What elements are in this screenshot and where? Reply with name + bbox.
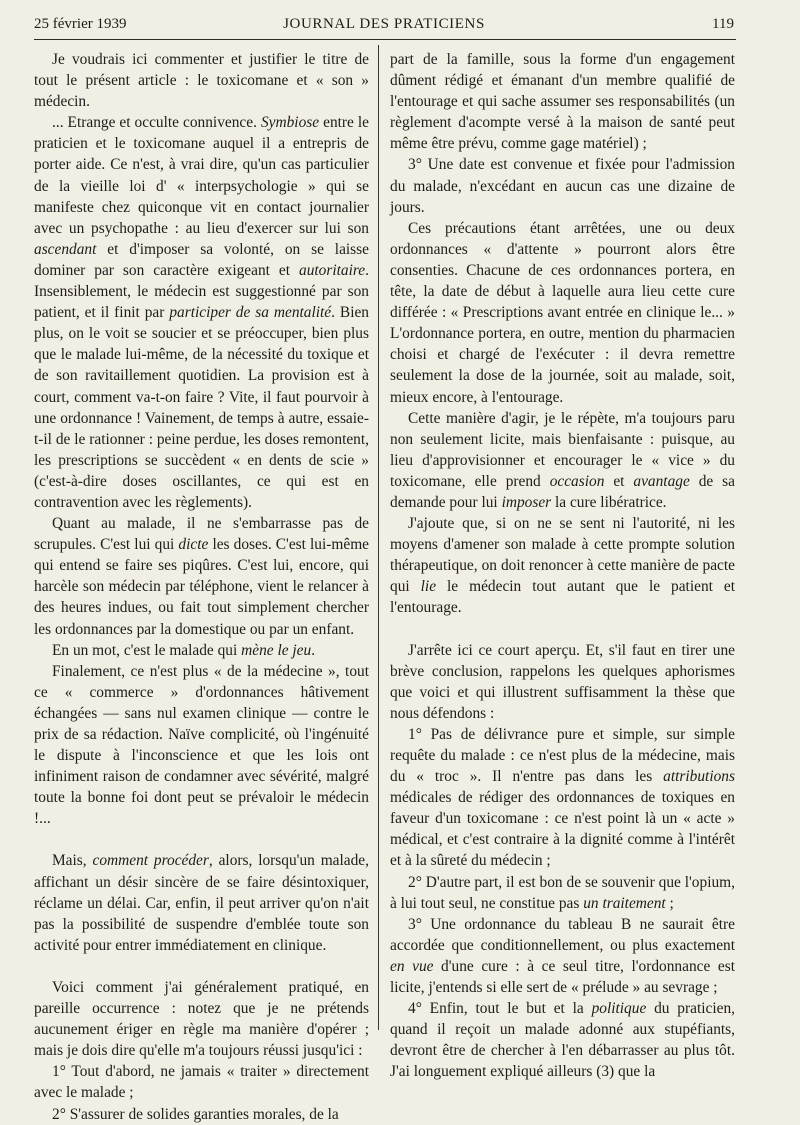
list-item: 4° Enfin, tout le but et la politique du praticien, quand il reçoit un malade adonné aux stupéfiants, devront être de chercher à l'en débarrasser au plus tôt. J'ai longuement expliqué ailleurs (3) que la: [390, 1000, 735, 1081]
section-break: [34, 829, 369, 850]
journal-title: JOURNAL DES PRATICIENS: [283, 16, 485, 32]
paragraph: ... Etrange et occulte connivence. Symbiose entre le praticien et le toxicomane auquel il a entrepris de porter aide. Ce n'est, à vrai dire, qu'un cas particulier de la vieille loi d' « interpsychologie » qui se manifeste chez quiconque vit en contact journalier avec un psychopathe : au lieu d'exercer sur lui son ascendant et d'imposer sa volonté, on se laisse dominer par son caractère exigeant et autoritaire. Insensiblement, le médecin est suggestionné par son patient, et il finit par participer de sa mentalité. Bien plus, on le voit se soucier et se préoccuper, bien plus que le malade lui-même, de la nécessité du toxique et de son ravitaillement quotidien. La provision est à court, comment va-t-on faire ? Vite, il faut pourvoir à une ordonnance ! Vainement, de temps à autre, essaie-t-il de le rationner : peine perdue, les doses remontent, les prescriptions se succèdent « en dents de scie » (c'est-à-dire doses oscillantes, ce qui est en contravention avec les règlements).: [34, 114, 369, 511]
paragraph: Voici comment j'ai généralement pratiqué, en pareille occurrence : notez que je ne prétends aucunement ériger en règle ma manière d'opérer ; mais je dois dire qu'elle m'a toujours réussi jusqu'ici :: [34, 978, 369, 1060]
paragraph: J'ajoute que, si on ne se sent ni l'autorité, ni les moyens d'amener son malade à cette prompte solution thérapeutique, on doit renoncer à cette manière de pacte qui lie le médecin tout autant que le patient et l'entourage.: [390, 515, 736, 617]
list-item: 1° Tout d'abord, ne jamais « traiter » directement avec le malade ;: [34, 1063, 369, 1102]
paragraph: Finalement, ce n'est plus « de la médecine », tout ce « commerce » d'ordonnances hâtivement échangées — sans nul examen clinique — contre le prix de sa rédaction. Naïve complicité, où l'ingénuité le dispute à l'inconscience et que les lois ont infiniment raison de condamner avec sévérité, malgré toute la bonne foi dont peut se prévaloir le médecin !...: [34, 662, 369, 828]
list-item: 1° Pas de délivrance pure et simple, sur simple requête du malade : ce n'est plus de la médecine, mais du « troc ». Il n'entre pas dans les attributions médicales de rédiger des ordonnances de toxiques en faveur d'un toxicomane : ce n'est point là un « acte » médical, et c'est contraire à la dignité comme à l'intérêt et à la sûreté du médecin ;: [390, 725, 735, 870]
running-header: [34, 10, 734, 36]
section-break: [34, 956, 369, 977]
right-column: [390, 49, 735, 1083]
paragraph: En un mot, c'est le malade qui mène le jeu.: [52, 641, 316, 659]
header-date: 25 février 1939: [34, 16, 127, 32]
column-divider: [378, 45, 379, 1030]
paragraph: Ces précautions étant arrêtées, une ou deux ordonnances « d'attente » pourront alors être consenties. Chacune de ces ordonnances portera, en tête, la date de début à laquelle aura lieu cette cure différée : « Prescriptions avant entrée en clinique le... » L'ordonnance portera, en outre, mention du pharmacien choisi et chargé de l'exécuter : il devra remettre seulement la dose de la journée, soit au malade, soit, mieux encore, à l'entourage.: [390, 219, 735, 406]
list-item: 3° Une date est convenue et fixée pour l'admission du malade, n'excédant en aucun cas une dizaine de jours.: [390, 156, 735, 216]
paragraph: Cette manière d'agir, je le répète, m'a toujours paru non seulement licite, mais bienfaisante : puisque, au lieu d'approvisionner et encourager le « vice » du toxicomane, elle prend occasion et avantage de sa demande pour lui imposer la cure libératrice.: [390, 409, 735, 511]
header-rule: [34, 39, 736, 40]
paragraph: Je voudrais ici commenter et justifier le titre de tout le présent article : le toxicomane et « son » médecin.: [34, 51, 369, 111]
left-column: [34, 49, 369, 1125]
section-break: [390, 619, 735, 640]
page-number: 119: [712, 16, 734, 32]
list-item: 2° S'assurer de solides garanties morales, de la: [52, 1105, 339, 1123]
paragraph: part de la famille, sous la forme d'un engagement dûment rédigé et émanant d'un membre qualifié de l'entourage et qui sache assumer ses responsabilités (un règlement d'acompte versé à la maison de santé peut même être prévu, comme gage matériel) ;: [390, 51, 735, 153]
list-item: 2° D'autre part, il est bon de se souvenir que l'opium, à lui tout seul, ne constitue pas un traitement ;: [390, 873, 735, 912]
list-item: 3° Une ordonnance du tableau B ne saurait être accordée que conditionnellement, ou plus exactement en vue d'une cure : à ce seul titre, l'ordonnance est licite, j'entends si elle sert de « prélude » au sevrage ;: [390, 915, 735, 997]
paragraph: Mais, comment procéder, alors, lorsqu'un malade, affichant un désir sincère de se faire désintoxiquer, réclame un délai. Car, enfin, il peut arriver qu'on n'ait pas la possibilité de suspendre d'emblée toute son activité pour entrer immédiatement en clinique.: [34, 852, 369, 954]
paragraph: Quant au malade, il ne s'embarrasse pas de scrupules. C'est lui qui dicte les doses. C'est lui-même qui entend se faire ses piqûres. C'est lui, encore, qui harcèle son médecin par téléphone, vient le relancer à des heures indues, ou fait tout simplement chercher les ordonnances par la domestique ou par un enfant.: [34, 515, 369, 638]
paragraph: J'arrête ici ce court aperçu. Et, s'il faut en tirer une brève conclusion, rappelons les quelques aphorismes que voici et qui illustrent suffisamment la thèse que nous défendons :: [390, 641, 735, 722]
